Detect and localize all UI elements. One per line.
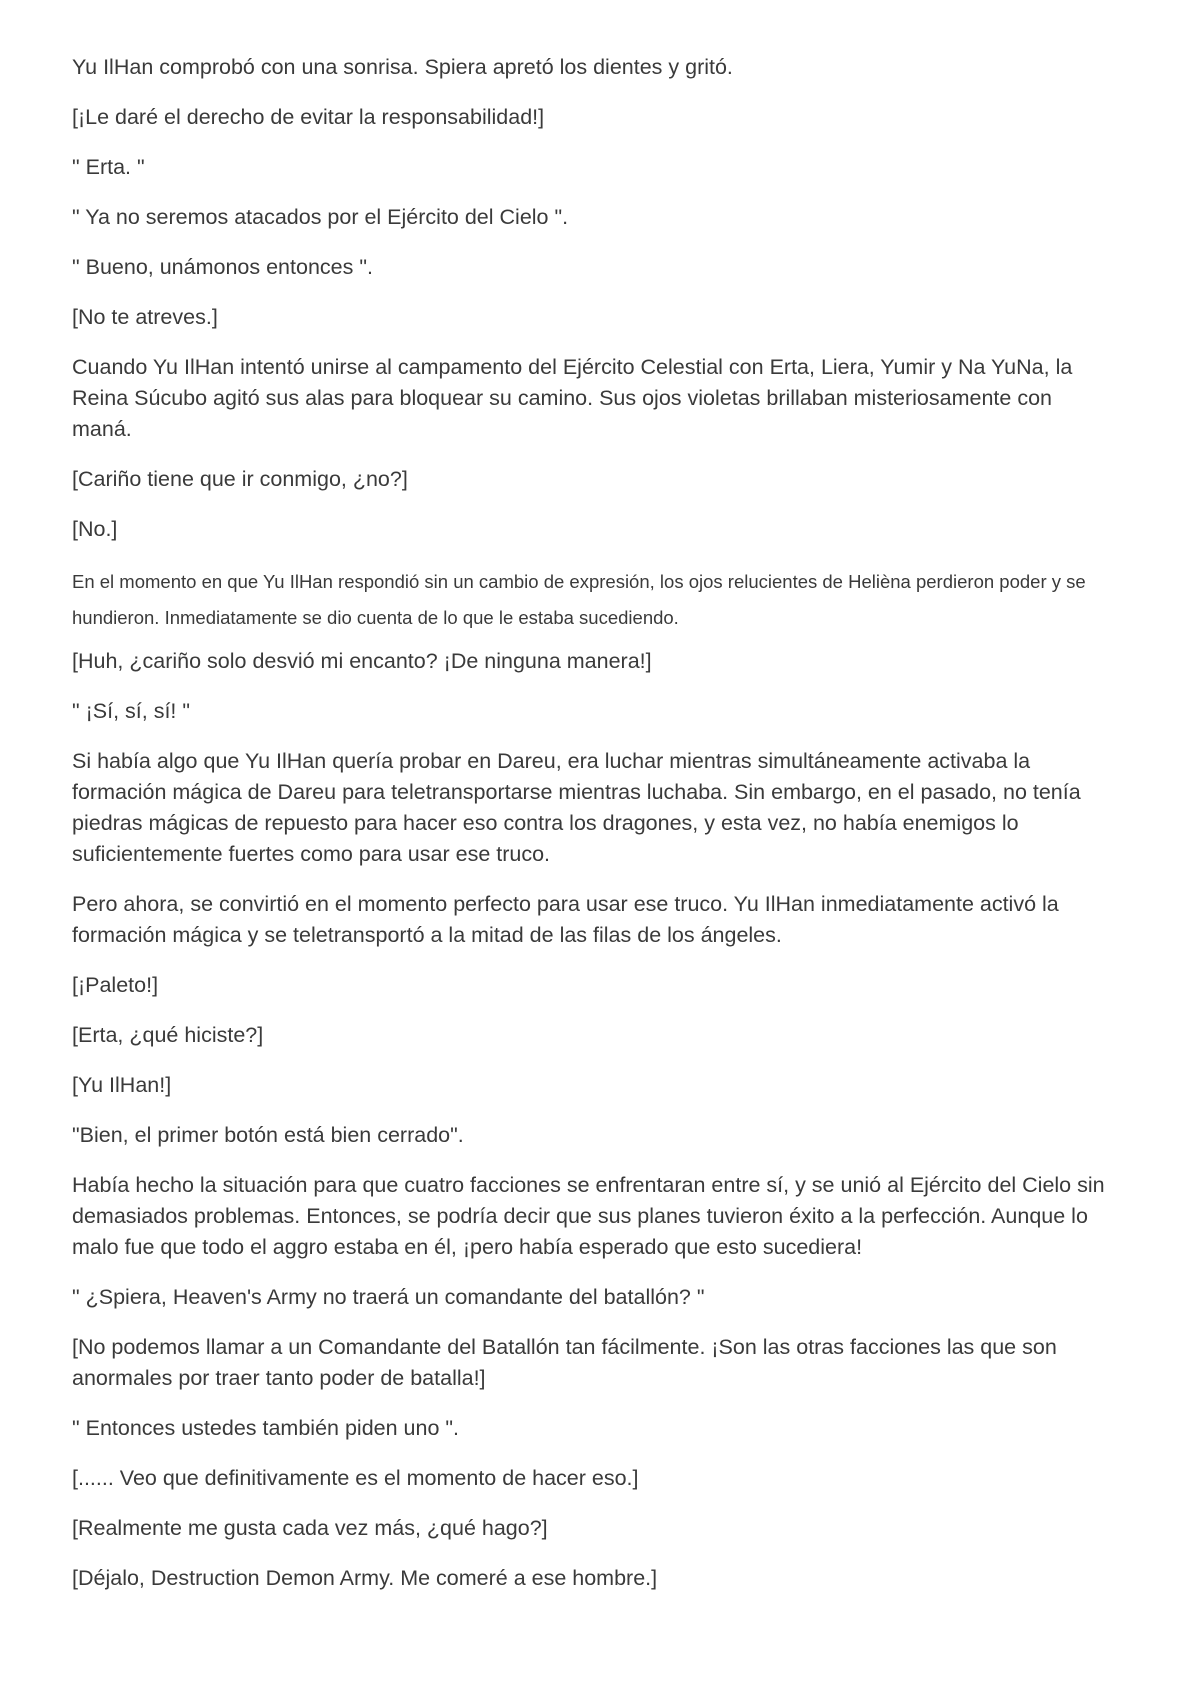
- paragraph-13: Si había algo que Yu IlHan quería probar en Dareu, era luchar mientras simultáneamente activaba la formación mágica de Dareu para teletransportarse mientras luchaba. Sin embargo, en el pasado, no tenía piedras mágicas de repuesto para hacer eso contra los dragones, y esta vez, no había enemigos lo suficientemente fuertes como para usar ese truco.: [72, 749, 1081, 866]
- paragraph-4: " Ya no seremos atacados por el Ejército del Cielo ".: [72, 205, 569, 229]
- paragraph-24: [Realmente me gusta cada vez más, ¿qué hago?]: [72, 1516, 548, 1540]
- document-page: [72, 52, 1112, 1613]
- paragraph-17: [Yu IlHan!]: [72, 1073, 172, 1097]
- paragraph-14: Pero ahora, se convirtió en el momento perfecto para usar ese truco. Yu IlHan inmediatamente activó la formación mágica y se teletransportó a la mitad de las filas de los ángeles.: [72, 892, 1059, 947]
- paragraph-23: [...... Veo que definitivamente es el momento de hacer eso.]: [72, 1466, 639, 1490]
- paragraph-1: Yu IlHan comprobó con una sonrisa. Spiera apretó los dientes y gritó.: [72, 55, 733, 79]
- paragraph-12: " ¡Sí, sí, sí! ": [72, 699, 190, 723]
- paragraph-5: " Bueno, unámonos entonces ".: [72, 255, 373, 279]
- paragraph-6: [No te atreves.]: [72, 305, 218, 329]
- paragraph-3: " Erta. ": [72, 155, 145, 179]
- paragraph-21: [No podemos llamar a un Comandante del Batallón tan fácilmente. ¡Son las otras facciones las que son anormales por traer tanto poder de batalla!]: [72, 1335, 1057, 1390]
- paragraph-16: [Erta, ¿qué hiciste?]: [72, 1023, 264, 1047]
- paragraph-8: [Cariño tiene que ir conmigo, ¿no?]: [72, 467, 408, 491]
- paragraph-22: " Entonces ustedes también piden uno ".: [72, 1416, 459, 1440]
- paragraph-18: "Bien, el primer botón está bien cerrado".: [72, 1123, 464, 1147]
- paragraph-11: [Huh, ¿cariño solo desvió mi encanto? ¡De ninguna manera!]: [72, 649, 652, 673]
- paragraph-20: " ¿Spiera, Heaven's Army no traerá un comandante del batallón? ": [72, 1285, 705, 1309]
- paragraph-2: [¡Le daré el derecho de evitar la responsabilidad!]: [72, 105, 545, 129]
- paragraph-15: [¡Paleto!]: [72, 973, 159, 997]
- paragraph-9: [No.]: [72, 517, 118, 541]
- paragraph-7: Cuando Yu IlHan intentó unirse al campamento del Ejército Celestial con Erta, Liera, Yumir y Na YuNa, la Reina Súcubo agitó sus alas para bloquear su camino. Sus ojos violetas brillaban misteriosamente con maná.: [72, 355, 1073, 441]
- paragraph-25: [Déjalo, Destruction Demon Army. Me comeré a ese hombre.]: [72, 1566, 658, 1590]
- paragraph-10: En el momento en que Yu IlHan respondió sin un cambio de expresión, los ojos relucientes de Helièna perdieron poder y se hundieron. Inmediatamente se dio cuenta de lo que le estaba sucediendo.: [72, 571, 1086, 628]
- paragraph-19: Había hecho la situación para que cuatro facciones se enfrentaran entre sí, y se unió al Ejército del Cielo sin demasiados problemas. Entonces, se podría decir que sus planes tuvieron éxito a la perfección. Aunque lo malo fue que todo el aggro estaba en él, ¡pero había esperado que esto sucediera!: [72, 1173, 1105, 1259]
